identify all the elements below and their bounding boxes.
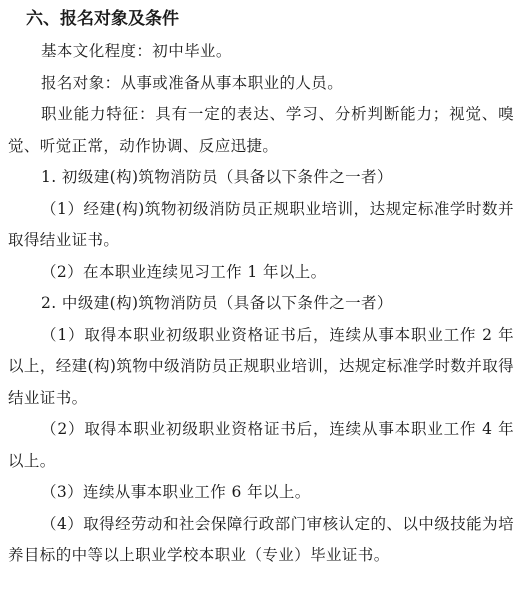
paragraph-education: 基本文化程度：初中毕业。 (41, 42, 232, 60)
paragraph-target: 报名对象：从事或准备从事本职业的人员。 (41, 73, 344, 92)
document-body (8, 6, 514, 572)
paragraph-ability: 职业能力特征：具有一定的表达、学习、分析判断能力；视觉、嗅觉、听觉正常，动作协调、反应迅捷。 (8, 105, 514, 155)
section-heading: 六、报名对象及条件 (26, 9, 179, 29)
paragraph-junior-cond-2: （2）在本职业连续见习工作 1 年以上。 (41, 262, 327, 281)
paragraph-intermediate-cond-2: （2）取得本职业初级职业资格证书后，连续从事本职业工作 4 年以上。 (8, 420, 514, 470)
paragraph-junior-cond-1: （1）经建(构)筑物初级消防员正规职业培训，达规定标准学时数并取得结业证书。 (8, 199, 514, 249)
paragraph-intermediate-cond-4: （4）取得经劳动和社会保障行政部门审核认定的、以中级技能为培养目标的中等以上职业学校本职业（专业）毕业证书。 (8, 514, 514, 564)
paragraph-intermediate-cond-3: （3）连续从事本职业工作 6 年以上。 (41, 483, 311, 501)
paragraph-intermediate-title: 2. 中级建(构)筑物消防员（具备以下条件之一者） (41, 294, 393, 312)
paragraph-junior-title: 1. 初级建(构)筑物消防员（具备以下条件之一者） (41, 168, 393, 186)
paragraph-intermediate-cond-1: （1）取得本职业初级职业资格证书后，连续从事本职业工作 2 年以上，经建(构)筑物中级消防员正规职业培训，达规定标准学时数并取得结业证书。 (8, 325, 514, 407)
